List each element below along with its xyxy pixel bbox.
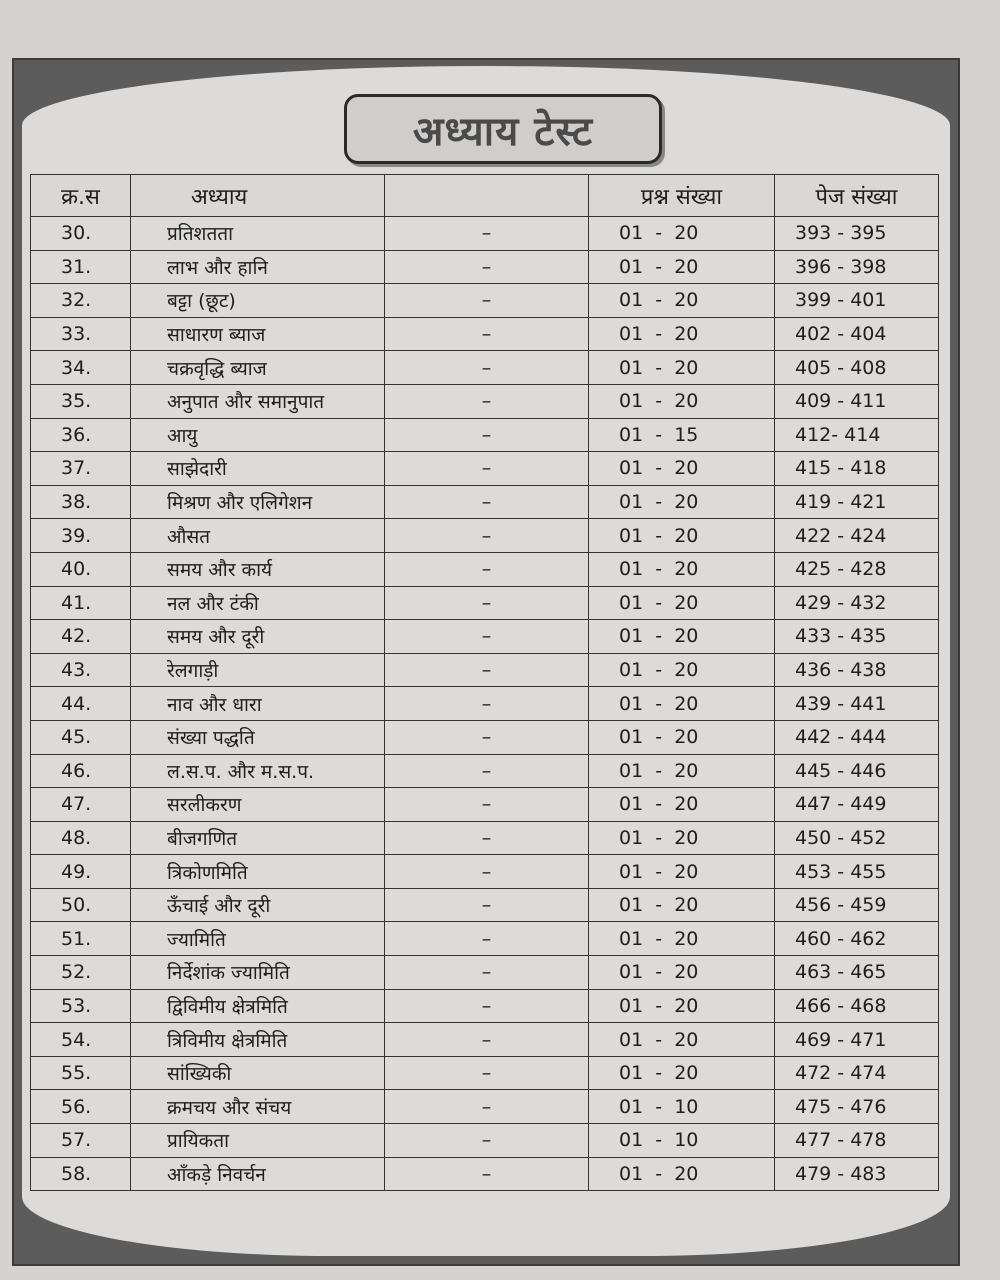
row-serial: 56. xyxy=(31,1090,131,1124)
row-chapter: त्रिकोणमिति xyxy=(131,855,385,889)
row-chapter: समय और कार्य xyxy=(131,552,385,586)
row-dash: – xyxy=(385,620,589,654)
table-row xyxy=(31,1090,939,1124)
row-chapter: ऊँचाई और दूरी xyxy=(131,888,385,922)
row-page-range: 460 - 462 xyxy=(775,922,939,956)
table-row xyxy=(31,1157,939,1191)
row-chapter: रेलगाड़ी xyxy=(131,653,385,687)
row-serial: 51. xyxy=(31,922,131,956)
row-chapter: आयु xyxy=(131,418,385,452)
table-row xyxy=(31,586,939,620)
table-row xyxy=(31,720,939,754)
row-page-range: 447 - 449 xyxy=(775,788,939,822)
table-row xyxy=(31,485,939,519)
row-dash: – xyxy=(385,788,589,822)
table-row xyxy=(31,552,939,586)
row-dash: – xyxy=(385,317,589,351)
row-chapter: लाभ और हानि xyxy=(131,250,385,284)
row-dash: – xyxy=(385,956,589,990)
row-question-range: 01 - 20 xyxy=(589,351,775,385)
row-question-range: 01 - 15 xyxy=(589,418,775,452)
table-row xyxy=(31,452,939,486)
row-serial: 46. xyxy=(31,754,131,788)
row-chapter: साधारण ब्याज xyxy=(131,317,385,351)
row-chapter: क्रमचय और संचय xyxy=(131,1090,385,1124)
row-chapter: बीजगणित xyxy=(131,821,385,855)
table-row xyxy=(31,351,939,385)
row-serial: 38. xyxy=(31,485,131,519)
row-dash: – xyxy=(385,284,589,318)
row-question-range: 01 - 10 xyxy=(589,1124,775,1158)
table-row xyxy=(31,620,939,654)
row-chapter: सरलीकरण xyxy=(131,788,385,822)
header-questions: प्रश्न संख्या xyxy=(589,175,775,217)
row-chapter: चक्रवृद्धि ब्याज xyxy=(131,351,385,385)
table-row xyxy=(31,250,939,284)
row-page-range: 453 - 455 xyxy=(775,855,939,889)
row-page-range: 466 - 468 xyxy=(775,989,939,1023)
row-serial: 43. xyxy=(31,653,131,687)
header-sno: क्र.स xyxy=(31,175,131,217)
row-serial: 47. xyxy=(31,788,131,822)
row-chapter: नल और टंकी xyxy=(131,586,385,620)
row-page-range: 393 - 395 xyxy=(775,217,939,251)
table-row xyxy=(31,888,939,922)
row-question-range: 01 - 20 xyxy=(589,284,775,318)
row-dash: – xyxy=(385,452,589,486)
row-serial: 53. xyxy=(31,989,131,1023)
row-page-range: 396 - 398 xyxy=(775,250,939,284)
table-row xyxy=(31,687,939,721)
row-question-range: 01 - 20 xyxy=(589,754,775,788)
table-row xyxy=(31,217,939,251)
row-question-range: 01 - 20 xyxy=(589,653,775,687)
table-row xyxy=(31,384,939,418)
row-serial: 37. xyxy=(31,452,131,486)
row-question-range: 01 - 20 xyxy=(589,922,775,956)
row-page-range: 472 - 474 xyxy=(775,1056,939,1090)
table-row xyxy=(31,1124,939,1158)
row-page-range: 456 - 459 xyxy=(775,888,939,922)
row-page-range: 415 - 418 xyxy=(775,452,939,486)
row-question-range: 01 - 20 xyxy=(589,855,775,889)
row-serial: 41. xyxy=(31,586,131,620)
row-question-range: 01 - 20 xyxy=(589,217,775,251)
row-page-range: 402 - 404 xyxy=(775,317,939,351)
row-chapter: समय और दूरी xyxy=(131,620,385,654)
row-page-range: 399 - 401 xyxy=(775,284,939,318)
table-row xyxy=(31,1023,939,1057)
header-chapter: अध्याय xyxy=(131,175,385,217)
row-question-range: 01 - 20 xyxy=(589,317,775,351)
row-serial: 57. xyxy=(31,1124,131,1158)
row-dash: – xyxy=(385,485,589,519)
row-serial: 48. xyxy=(31,821,131,855)
row-page-range: 409 - 411 xyxy=(775,384,939,418)
row-question-range: 01 - 20 xyxy=(589,384,775,418)
row-page-range: 419 - 421 xyxy=(775,485,939,519)
row-dash: – xyxy=(385,653,589,687)
row-chapter: ल.स.प. और म.स.प. xyxy=(131,754,385,788)
row-chapter: अनुपात और समानुपात xyxy=(131,384,385,418)
row-serial: 58. xyxy=(31,1157,131,1191)
row-page-range: 442 - 444 xyxy=(775,720,939,754)
row-page-range: 436 - 438 xyxy=(775,653,939,687)
row-dash: – xyxy=(385,586,589,620)
row-serial: 30. xyxy=(31,217,131,251)
row-page-range: 463 - 465 xyxy=(775,956,939,990)
row-dash: – xyxy=(385,855,589,889)
row-dash: – xyxy=(385,384,589,418)
row-serial: 54. xyxy=(31,1023,131,1057)
row-serial: 31. xyxy=(31,250,131,284)
row-question-range: 01 - 20 xyxy=(589,620,775,654)
row-dash: – xyxy=(385,519,589,553)
page-frame xyxy=(12,58,960,1266)
row-question-range: 01 - 20 xyxy=(589,452,775,486)
table-row xyxy=(31,956,939,990)
table-row xyxy=(31,989,939,1023)
table-row xyxy=(31,317,939,351)
row-chapter: द्विविमीय क्षेत्रमिति xyxy=(131,989,385,1023)
row-question-range: 01 - 20 xyxy=(589,586,775,620)
row-chapter: संख्या पद्धति xyxy=(131,720,385,754)
row-serial: 34. xyxy=(31,351,131,385)
row-chapter: प्रायिकता xyxy=(131,1124,385,1158)
row-serial: 42. xyxy=(31,620,131,654)
table-row xyxy=(31,653,939,687)
row-page-range: 422 - 424 xyxy=(775,519,939,553)
row-page-range: 445 - 446 xyxy=(775,754,939,788)
row-question-range: 01 - 20 xyxy=(589,687,775,721)
row-dash: – xyxy=(385,250,589,284)
row-question-range: 01 - 20 xyxy=(589,821,775,855)
table-row xyxy=(31,418,939,452)
row-serial: 44. xyxy=(31,687,131,721)
row-page-range: 425 - 428 xyxy=(775,552,939,586)
row-chapter: निर्देशांक ज्यामिति xyxy=(131,956,385,990)
table-row xyxy=(31,922,939,956)
row-serial: 45. xyxy=(31,720,131,754)
row-question-range: 01 - 20 xyxy=(589,720,775,754)
row-page-range: 469 - 471 xyxy=(775,1023,939,1057)
row-serial: 40. xyxy=(31,552,131,586)
row-serial: 55. xyxy=(31,1056,131,1090)
table-row xyxy=(31,284,939,318)
page-inner xyxy=(22,66,950,1256)
row-question-range: 01 - 20 xyxy=(589,1023,775,1057)
table-row xyxy=(31,754,939,788)
row-page-range: 429 - 432 xyxy=(775,586,939,620)
row-chapter: औसत xyxy=(131,519,385,553)
row-dash: – xyxy=(385,1157,589,1191)
row-dash: – xyxy=(385,1056,589,1090)
row-question-range: 01 - 20 xyxy=(589,519,775,553)
row-dash: – xyxy=(385,1023,589,1057)
row-serial: 32. xyxy=(31,284,131,318)
row-dash: – xyxy=(385,720,589,754)
row-serial: 35. xyxy=(31,384,131,418)
row-chapter: आँकड़े निवर्चन xyxy=(131,1157,385,1191)
row-dash: – xyxy=(385,552,589,586)
row-dash: – xyxy=(385,687,589,721)
row-question-range: 01 - 20 xyxy=(589,989,775,1023)
row-page-range: 433 - 435 xyxy=(775,620,939,654)
header-blank xyxy=(385,175,589,217)
row-serial: 49. xyxy=(31,855,131,889)
chapter-table xyxy=(30,174,939,1191)
row-serial: 50. xyxy=(31,888,131,922)
table-row xyxy=(31,855,939,889)
row-chapter: बट्टा (छूट) xyxy=(131,284,385,318)
row-chapter: नाव और धारा xyxy=(131,687,385,721)
row-dash: – xyxy=(385,754,589,788)
row-question-range: 01 - 20 xyxy=(589,1056,775,1090)
row-dash: – xyxy=(385,821,589,855)
row-question-range: 01 - 20 xyxy=(589,552,775,586)
row-chapter: ज्यामिति xyxy=(131,922,385,956)
row-page-range: 479 - 483 xyxy=(775,1157,939,1191)
table-row xyxy=(31,519,939,553)
row-dash: – xyxy=(385,217,589,251)
row-chapter: प्रतिशतता xyxy=(131,217,385,251)
row-page-range: 475 - 476 xyxy=(775,1090,939,1124)
row-dash: – xyxy=(385,351,589,385)
title-box xyxy=(344,94,662,164)
table-row xyxy=(31,1056,939,1090)
row-page-range: 450 - 452 xyxy=(775,821,939,855)
row-question-range: 01 - 10 xyxy=(589,1090,775,1124)
row-dash: – xyxy=(385,418,589,452)
row-serial: 52. xyxy=(31,956,131,990)
row-dash: – xyxy=(385,922,589,956)
row-serial: 39. xyxy=(31,519,131,553)
page-title: अध्याय टेस्ट xyxy=(412,108,594,155)
row-question-range: 01 - 20 xyxy=(589,888,775,922)
table-header-row xyxy=(31,175,939,217)
row-dash: – xyxy=(385,1124,589,1158)
table-row xyxy=(31,821,939,855)
row-chapter: मिश्रण और एलिगेशन xyxy=(131,485,385,519)
row-dash: – xyxy=(385,888,589,922)
row-chapter: सांख्यिकी xyxy=(131,1056,385,1090)
row-dash: – xyxy=(385,1090,589,1124)
row-page-range: 477 - 478 xyxy=(775,1124,939,1158)
table-row xyxy=(31,788,939,822)
header-pages: पेज संख्या xyxy=(775,175,939,217)
row-question-range: 01 - 20 xyxy=(589,1157,775,1191)
row-question-range: 01 - 20 xyxy=(589,956,775,990)
row-serial: 33. xyxy=(31,317,131,351)
row-page-range: 405 - 408 xyxy=(775,351,939,385)
row-question-range: 01 - 20 xyxy=(589,788,775,822)
row-question-range: 01 - 20 xyxy=(589,250,775,284)
row-page-range: 439 - 441 xyxy=(775,687,939,721)
row-page-range: 412- 414 xyxy=(775,418,939,452)
row-dash: – xyxy=(385,989,589,1023)
row-chapter: साझेदारी xyxy=(131,452,385,486)
row-serial: 36. xyxy=(31,418,131,452)
row-chapter: त्रिविमीय क्षेत्रमिति xyxy=(131,1023,385,1057)
row-question-range: 01 - 20 xyxy=(589,485,775,519)
